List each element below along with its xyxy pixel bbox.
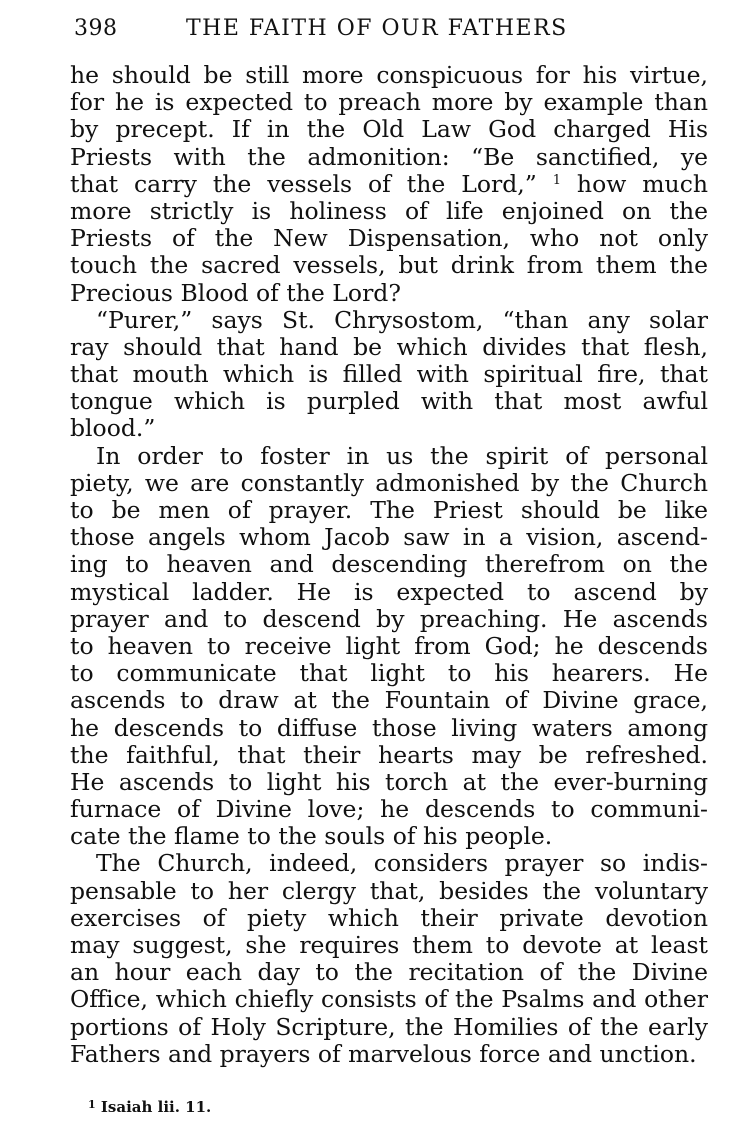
text-line: an hour each day to the recitation of the Divine (70, 958, 708, 987)
text-line: ascends to draw at the Fountain of Divine grace, (70, 686, 708, 715)
text-line: tongue which is purpled with that most awful (70, 387, 708, 416)
text-line: ing to heaven and descending therefrom on the (70, 550, 708, 579)
book-title: THE FAITH OF OUR FATHERS (186, 16, 568, 41)
text-line: mystical ladder. He is expected to ascend by (70, 577, 708, 606)
paragraph (70, 307, 708, 443)
text-line: Priests of the New Dispensation, who not only (70, 224, 708, 253)
text-line: blood.” (70, 414, 156, 443)
text-line: to be men of prayer. The Priest should be like (70, 496, 708, 524)
paragraph (70, 62, 708, 307)
running-head (74, 12, 714, 46)
text-line: those angels whom Jacob saw in a vision, ascend- (70, 523, 708, 552)
text-line: exercises of piety which their private devotion (70, 903, 708, 932)
text-line: cate the flame to the souls of his people. (70, 822, 553, 851)
text-line: that mouth which is filled with spiritual fire, that (70, 360, 708, 389)
text-line: The Church, indeed, considers prayer so indis- (96, 849, 708, 878)
text-line: more strictly is holiness of life enjoined on the (70, 196, 708, 225)
text-line: He ascends to light his torch at the ever-burning (70, 767, 708, 796)
text-line: for he is expected to preach more by example than (70, 88, 708, 117)
text-line: the faithful, that their hearts may be refreshed. (70, 740, 708, 769)
text-line: Precious Blood of the Lord? (70, 278, 401, 307)
text-line: Office, which chiefly consists of the Psalms and other (70, 985, 708, 1014)
text-line: he should be still more conspicuous for his virtue, (70, 61, 708, 89)
text-line: “Purer,” says St. Chrysostom, “than any solar (96, 305, 708, 334)
footnote-reference: 1 (552, 172, 561, 188)
text-line: may suggest, she requires them to devote at least (70, 931, 708, 959)
text-line: touch the sacred vessels, but drink from them the (70, 251, 708, 280)
text-line: that carry the vessels of the Lord,” $^1$ how much (70, 169, 708, 198)
text-line: to heaven to receive light from God; he descends (70, 631, 708, 660)
text-line: pensable to her clergy that, besides the voluntary (70, 876, 708, 905)
text-line: In order to foster in us the spirit of personal (96, 441, 708, 470)
text-line: prayer and to descend by preaching. He ascends (70, 604, 708, 633)
footnote-mark: 1 (88, 1098, 96, 1111)
text-line: Fathers and prayers of marvelous force and unction. (70, 1039, 697, 1068)
text-line: he descends to diffuse those living waters among (70, 713, 708, 742)
paragraph (70, 850, 708, 1068)
footnote-text: Isaiah lii. 11. (100, 1098, 212, 1116)
text-line: furnace of Divine love; he descends to communi- (70, 795, 708, 824)
text-line: piety, we are constantly admonished by the Church (70, 468, 708, 497)
footnote (88, 1094, 211, 1118)
text-line: Priests with the admonition: “Be sanctified, ye (70, 142, 708, 171)
text-line: ray should that hand be which divides that flesh, (70, 332, 708, 361)
paragraph (70, 443, 708, 851)
text-line: to communicate that light to his hearers. He (70, 659, 708, 688)
page-number: 398 (74, 16, 118, 41)
text-line: by precept. If in the Old Law God charged His (70, 115, 708, 144)
body-text (70, 62, 708, 1068)
text-line: portions of Holy Scripture, the Homilies of the early (70, 1012, 708, 1041)
